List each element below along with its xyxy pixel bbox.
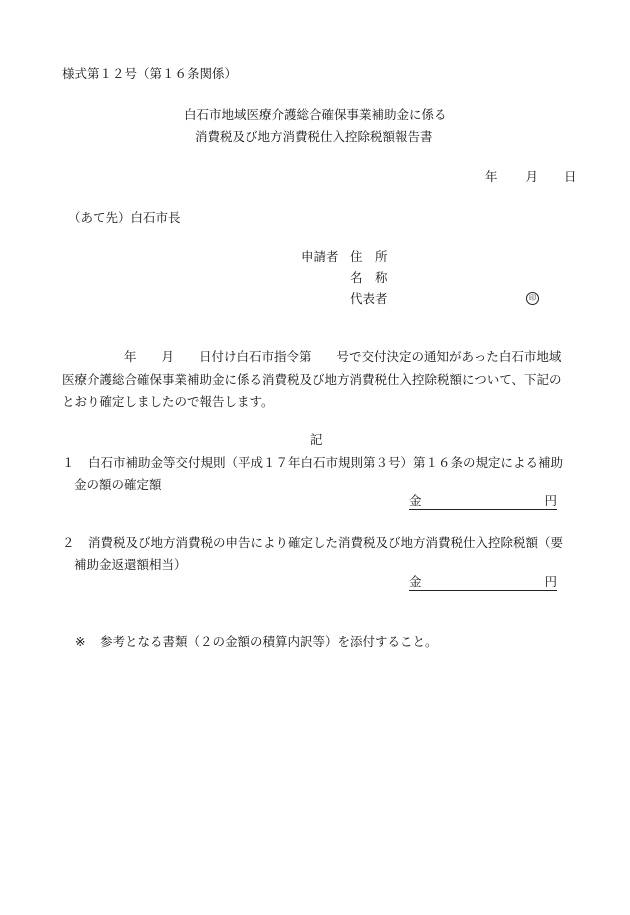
amount-field-2: [409, 576, 557, 591]
date-year: 年: [485, 169, 498, 184]
note-text: 参考となる書類（２の金額の積算内訳等）を添付すること。: [100, 634, 438, 649]
date-month: 月: [525, 169, 539, 184]
body-line: 年 月 日付け白石市指令第 号で交付決定の通知があった白石市地域: [124, 349, 562, 364]
item-text-cont: 補助金返還額相当）: [74, 557, 187, 572]
body-line: とおり確定しましたので報告します。: [62, 394, 274, 409]
attachment-note: [75, 636, 438, 649]
applicant-address-label: 住 所: [350, 249, 388, 264]
form-number-label: 様式第１２号（第１６条関係）: [62, 66, 238, 81]
seal-mark-icon: 印: [526, 292, 539, 305]
amount-suffix: 円: [544, 574, 557, 589]
amount-field-1: [409, 495, 557, 510]
amount-suffix: 円: [544, 493, 557, 508]
addressee: （あて先）白石市長: [68, 210, 181, 225]
item-number: ２: [62, 535, 75, 550]
body-line: 医療介護総合確保事業補助金に係る消費税及び地方消費税仕入控除税額について、下記の: [62, 371, 562, 387]
document-title-line2: 消費税及び地方消費税仕入控除税額報告書: [195, 129, 433, 144]
amount-prefix: 金: [409, 493, 422, 508]
applicant-representative-label: 代表者: [350, 291, 388, 306]
item-text-cont: 金の額の確定額: [74, 477, 162, 492]
report-item-2: [62, 537, 582, 581]
applicant-name-label: 名 称: [350, 270, 388, 285]
date-day: 日: [564, 169, 577, 184]
document-title-line1: 白石市地域医療介護総合確保事業補助金に係る: [184, 107, 447, 122]
date-field: [485, 171, 577, 184]
item-text: 消費税及び地方消費税の申告により確定した消費税及び地方消費税仕入控除税額（要: [88, 535, 564, 550]
ki-heading: 記: [310, 432, 323, 447]
item-text: 白石市補助金等交付規則（平成１７年白石市規則第３号）第１６条の規定による補助: [88, 455, 564, 470]
report-body: [62, 351, 582, 419]
amount-prefix: 金: [409, 574, 422, 589]
note-mark: ※: [75, 634, 86, 649]
applicant-label: 申請者: [301, 249, 339, 264]
item-number: １: [62, 455, 75, 470]
